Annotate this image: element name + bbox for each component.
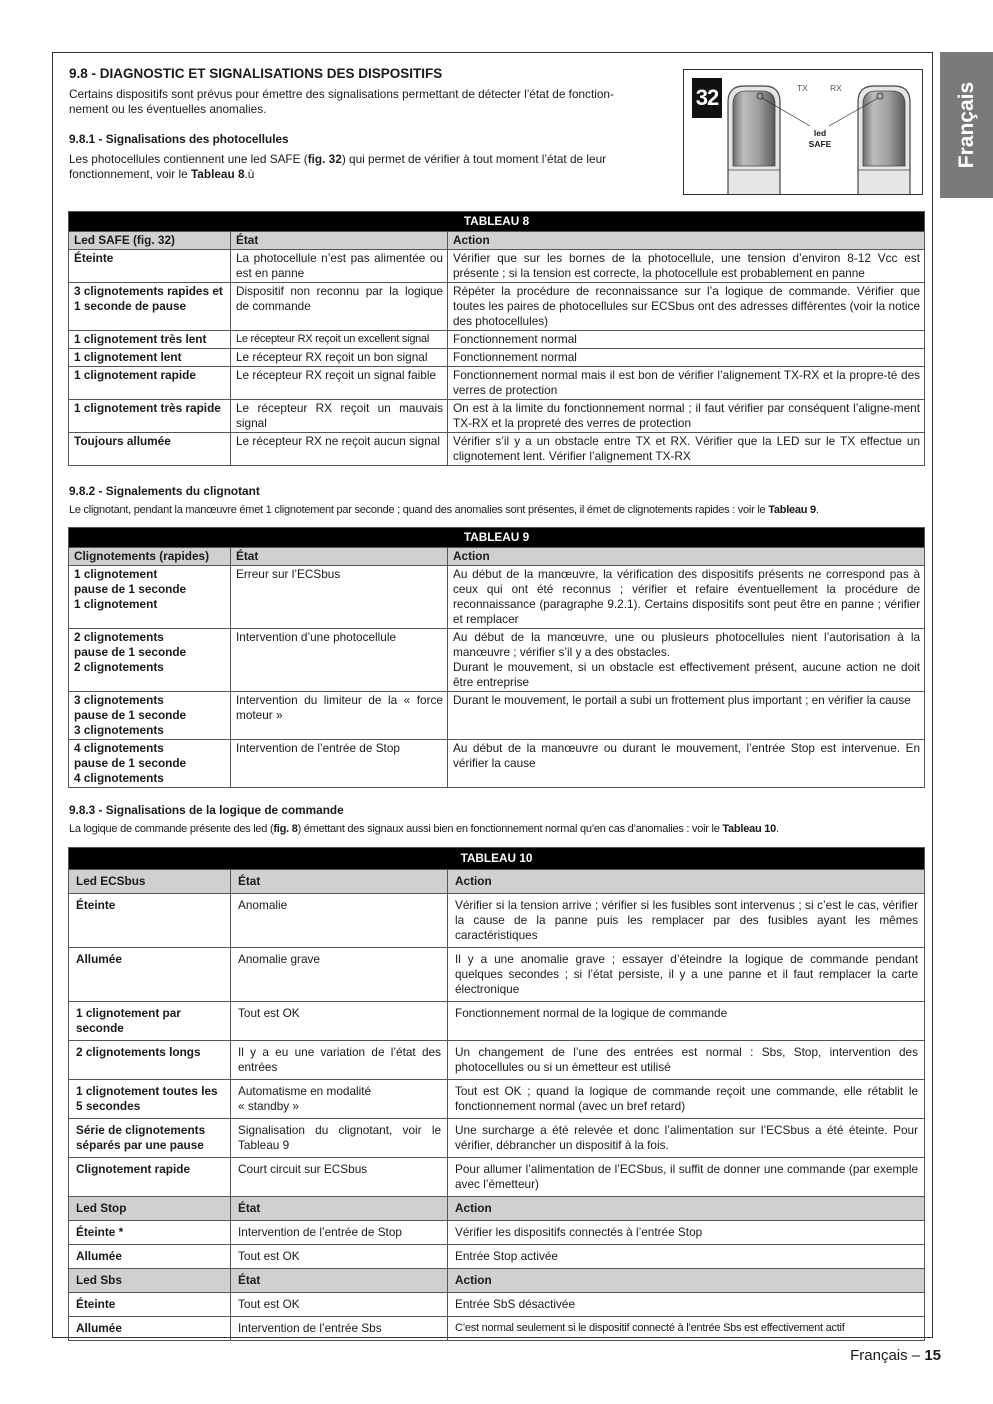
table-row [69, 629, 925, 692]
state-cell: Le récepteur RX reçoit un bon signal [231, 349, 448, 367]
column-header: État [231, 548, 448, 566]
tx-label: TX [797, 83, 808, 93]
row-label-cell: 1 clignotement pause de 1 seconde 1 clignotement [69, 566, 231, 629]
action-cell: Fonctionnement normal de la logique de commande [448, 1002, 925, 1041]
figure-number: 32 [692, 78, 722, 118]
action-cell: Vérifier s’il y a un obstacle entre TX et RX. Vérifier que la LED sur le TX effectue un clignotement lent. Vérifier l’alignement TX-RX [448, 433, 925, 466]
state-cell: Intervention de l’entrée de Stop [231, 740, 448, 788]
state-cell: Tout est OK [231, 1293, 448, 1317]
rx-label: RX [830, 83, 842, 93]
row-label-cell: Allumée [69, 1245, 231, 1269]
tableau-10-header-sbs [69, 1269, 925, 1293]
tableau-8 [68, 211, 925, 466]
action-cell: Fonctionnement normal [448, 331, 925, 349]
state-cell: Le récepteur RX reçoit un mauvais signal [231, 400, 448, 433]
column-header: Action [448, 1269, 925, 1293]
tableau-10-title [69, 848, 925, 870]
section-intro-line-2: nement ou les éventuelles anomalies. [69, 102, 267, 116]
state-cell: La photocellule n’est pas alimentée ou est en panne [231, 250, 448, 283]
action-cell: C’est normal seulement si le dispositif connecté à l’entrée Sbs est effectivement actif [448, 1317, 925, 1341]
row-label-cell: Clignotement rapide [69, 1158, 231, 1197]
tableau-9 [68, 527, 925, 788]
table-row [69, 1041, 925, 1080]
table-row [69, 1245, 925, 1269]
table-row [69, 349, 925, 367]
action-cell: Au début de la manœuvre, la vérification des dispositifs présents ne correspond pas à ceux qui ont été reconnus ; vérifier et refaire éventuellement la procédure de reconnaissance (paragraphe 9.2.1). Certains dispositifs sont peut être en panne ; vérifier et remplacer [448, 566, 925, 629]
action-cell: Répéter la procédure de reconnaissance sur l’a logique de commande. Vérifier que toutes les paires de photocellules sur ECSbus ont des adresses différentes (voir la notice des photocellules) [448, 283, 925, 331]
table-row [69, 1221, 925, 1245]
row-label-cell: Éteinte * [69, 1221, 231, 1245]
state-cell: Anomalie [231, 894, 448, 948]
column-header: Clignotements (rapides) [69, 548, 231, 566]
action-cell: Au début de la manœuvre, une ou plusieurs photocellules nient l’autorisation à la manœuvre ; vérifier s’il y a des obstacles. Durant le mouvement, si un obstacle est effectivement présent, aucune action ne doit être entreprise [448, 629, 925, 692]
table-row [69, 1158, 925, 1197]
table-row [69, 331, 925, 349]
state-cell: Signalisation du clignotant, voir le Tableau 9 [231, 1119, 448, 1158]
table-row [69, 367, 925, 400]
state-cell: Intervention d’une photocellule [231, 629, 448, 692]
led-safe-label: led SAFE [808, 128, 832, 149]
action-cell: Vérifier si la tension arrive ; vérifier si les fusibles sont intervenus ; si c’est le cas, vérifier la cause de la panne puis les remplacer par des fusibles ayant les mêmes caractéristiques [448, 894, 925, 948]
subsection-3-title: 9.8.3 - Signalisations de la logique de commande [69, 803, 344, 817]
action-cell: Il y a une anomalie grave ; essayer d’éteindre la logique de commande pendant quelques secondes ; si l’état persiste, il y a une panne et il faut remplacer la carte électronique [448, 948, 925, 1002]
page-footer [850, 1347, 941, 1364]
action-cell: Fonctionnement normal mais il est bon de vérifier l’alignement TX-RX et la propre-té des verres de protection [448, 367, 925, 400]
row-label-cell: 1 clignotement très lent [69, 331, 231, 349]
table-row [69, 692, 925, 740]
section-title: 9.8 - DIAGNOSTIC ET SIGNALISATIONS DES DISPOSITIFS [69, 66, 443, 81]
state-cell: Court circuit sur ECSbus [231, 1158, 448, 1197]
section-intro-line-1: Certains dispositifs sont prévus pour émettre des signalisations permettant de détecter l’état de fonction- [69, 87, 614, 101]
table-row [69, 740, 925, 788]
section-intro [69, 87, 679, 117]
action-cell: Une surcharge a été relevée et donc l’alimentation sur l’ECSbus a été éteinte. Pour vérifier, débrancher un dispositif à la fois. [448, 1119, 925, 1158]
table-row [69, 400, 925, 433]
tableau-10-title-text: TABLEAU 10 [69, 848, 925, 870]
table-row [69, 1002, 925, 1041]
column-header: Action [448, 870, 925, 894]
action-cell: Tout est OK ; quand la logique de commande reçoit une commande, elle rétablit le fonctionnement normal (avec un bref retard) [448, 1080, 925, 1119]
action-cell: Vérifier les dispositifs connectés à l’entrée Stop [448, 1221, 925, 1245]
tableau-10-header-ecsbus [69, 870, 925, 894]
state-cell: Il y a eu une variation de l’état des entrées [231, 1041, 448, 1080]
row-label-cell: 1 clignotement très rapide [69, 400, 231, 433]
column-header: État [231, 1197, 448, 1221]
table-row [69, 894, 925, 948]
action-cell: Au début de la manœuvre ou durant le mouvement, l’entrée Stop est intervenue. En vérifier la cause [448, 740, 925, 788]
tableau-8-header [69, 232, 925, 250]
table-row [69, 250, 925, 283]
state-cell: Le récepteur RX reçoit un signal faible [231, 367, 448, 400]
column-header: Led SAFE (fig. 32) [69, 232, 231, 250]
action-cell: Fonctionnement normal [448, 349, 925, 367]
row-label-cell: 3 clignotements pause de 1 seconde 3 clignotements [69, 692, 231, 740]
state-cell: Intervention du limiteur de la « force moteur » [231, 692, 448, 740]
tableau-9-title [69, 528, 925, 548]
language-tab-label: Français [954, 81, 978, 169]
subsection-2-text: Le clignotant, pendant la manœuvre émet 1 clignotement par seconde ; quand des anomalies sont présentes, il émet de clignotements rapides : voir le Tableau 9. [69, 504, 819, 516]
state-cell: Automatisme en modalité « standby » [231, 1080, 448, 1119]
row-label-cell: 1 clignotement par seconde [69, 1002, 231, 1041]
subsection-1-text: Les photocellules contiennent une led SAFE (fig. 32) qui permet de vérifier à tout moment l’état de leur fonctionnement, voir le Tableau 8.ù [69, 152, 607, 181]
column-header: Action [448, 548, 925, 566]
table-row [69, 283, 925, 331]
row-label-cell: Allumée [69, 1317, 231, 1341]
subsection-2-title: 9.8.2 - Signalements du clignotant [69, 484, 260, 498]
state-cell: Le récepteur RX reçoit un excellent signal [231, 331, 448, 349]
row-label-cell: 4 clignotements pause de 1 seconde 4 clignotements [69, 740, 231, 788]
row-label-cell: Allumée [69, 948, 231, 1002]
table-row [69, 1317, 925, 1341]
row-label-cell: Éteinte [69, 1293, 231, 1317]
state-cell: Erreur sur l’ECSbus [231, 566, 448, 629]
table-row [69, 1080, 925, 1119]
action-cell: Durant le mouvement, le portail a subi un frottement plus important ; en vérifier la cause [448, 692, 925, 740]
action-cell: On est à la limite du fonctionnement normal ; il faut vérifier par conséquent l’aligne-ment TX-RX et la propreté des verres de protection [448, 400, 925, 433]
row-label-cell: Série de clignotements séparés par une pause [69, 1119, 231, 1158]
tableau-9-header [69, 548, 925, 566]
table-row [69, 1119, 925, 1158]
row-label-cell: 2 clignotements pause de 1 seconde 2 clignotements [69, 629, 231, 692]
state-cell: Tout est OK [231, 1002, 448, 1041]
column-header: Led Sbs [69, 1269, 231, 1293]
state-cell: Le récepteur RX ne reçoit aucun signal [231, 433, 448, 466]
row-label-cell: 1 clignotement rapide [69, 367, 231, 400]
column-header: Led ECSbus [69, 870, 231, 894]
table-row [69, 566, 925, 629]
row-label-cell: 1 clignotement toutes les 5 secondes [69, 1080, 231, 1119]
state-cell: Intervention de l’entrée Sbs [231, 1317, 448, 1341]
state-cell: Tout est OK [231, 1245, 448, 1269]
table-row [69, 1293, 925, 1317]
language-tab [940, 52, 993, 198]
state-cell: Dispositif non reconnu par la logique de commande [231, 283, 448, 331]
footer-language: Français – [850, 1347, 925, 1364]
action-cell: Un changement de l’une des entrées est normal : Sbs, Stop, intervention des photocellules ou si un émetteur est utilisé [448, 1041, 925, 1080]
column-header: Led Stop [69, 1197, 231, 1221]
row-label-cell: 2 clignotements longs [69, 1041, 231, 1080]
tableau-8-title [69, 212, 925, 232]
figure-32 [683, 69, 923, 195]
state-cell: Anomalie grave [231, 948, 448, 1002]
row-label-cell: Éteinte [69, 250, 231, 283]
table-row [69, 948, 925, 1002]
tableau-8-title-text: TABLEAU 8 [69, 212, 925, 232]
subsection-3-text: La logique de commande présente des led (fig. 8) émettant des signaux aussi bien en fonctionnement normal qu’en cas d’anomalies : voir le Tableau 10. [69, 823, 779, 835]
action-cell: Pour allumer l’alimentation de l’ECSbus, il suffit de donner une commande (par exemple avec l’émetteur) [448, 1158, 925, 1197]
row-label-cell: Éteinte [69, 894, 231, 948]
tableau-10 [68, 847, 925, 1341]
column-header: Action [448, 232, 925, 250]
row-label-cell: 3 clignotements rapides et 1 seconde de pause [69, 283, 231, 331]
page-number: 15 [924, 1347, 941, 1364]
tableau-10-header-stop [69, 1197, 925, 1221]
row-label-cell: Toujours allumée [69, 433, 231, 466]
action-cell: Entrée Stop activée [448, 1245, 925, 1269]
column-header: État [231, 232, 448, 250]
row-label-cell: 1 clignotement lent [69, 349, 231, 367]
action-cell: Entrée SbS désactivée [448, 1293, 925, 1317]
subsection-1-title: 9.8.1 - Signalisations des photocellules [69, 132, 289, 146]
tableau-9-title-text: TABLEAU 9 [69, 528, 925, 548]
column-header: État [231, 1269, 448, 1293]
table-row [69, 433, 925, 466]
column-header: État [231, 870, 448, 894]
column-header: Action [448, 1197, 925, 1221]
state-cell: Intervention de l’entrée de Stop [231, 1221, 448, 1245]
action-cell: Vérifier que sur les bornes de la photocellule, une tension d’environ 8-12 Vcc est présente ; si la tension est correcte, la photocellule est probablement en panne [448, 250, 925, 283]
